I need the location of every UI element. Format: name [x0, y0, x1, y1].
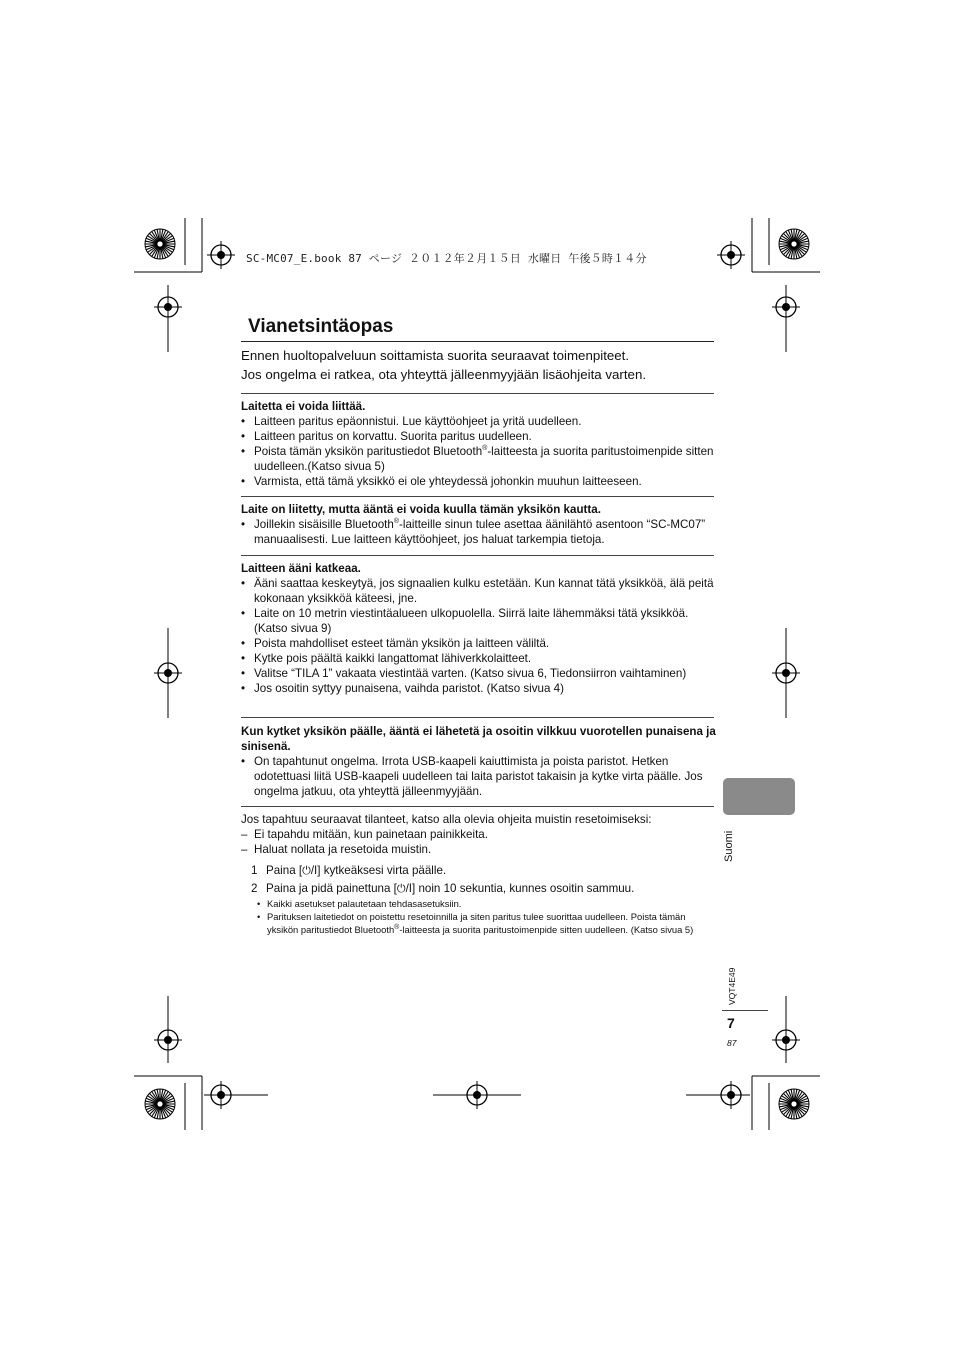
step-item: [251, 880, 721, 898]
section-sound-interrupts: [241, 561, 721, 696]
book-page-number: 87: [727, 1038, 737, 1048]
note-item: • Kaikki asetukset palautetaan tehdasasetuksiin.: [257, 897, 715, 910]
list-item: – Ei tapahdu mitään, kun painetaan painikkeita.: [241, 827, 721, 842]
section-heading: Laite on liitetty, mutta ääntä ei voida kuulla tämän yksikön kautta.: [241, 503, 601, 516]
note-text: Parituksen laitetiedot on poistettu resetoinnilla ja siten paritus tulee suorittaa uudelleen. Poista tämän yksikön paritustiedot Bluetooth: [267, 911, 686, 935]
language-label: Suomi: [723, 830, 735, 862]
list-item: • Laite on 10 metrin viestintäalueen ulkopuolella. Siirrä laite lähemmäksi tätä yksikköä. (Katso sivua 9): [241, 606, 721, 636]
list-item: • Jos osoitin syttyy punaisena, vaihda paristot. (Katso sivua 4): [241, 681, 721, 696]
section-reset: [241, 812, 721, 857]
section-indicator-blinks: [241, 724, 721, 799]
step-text: /I] noin 10 sekuntia, kunnes osoitin sammuu.: [405, 882, 635, 895]
section-no-sound: [241, 502, 721, 547]
registered-mark: ®: [393, 518, 400, 526]
item-text: Joillekin sisäisille Bluetooth: [254, 518, 394, 531]
note-text: -laitteesta ja suorita paritustoimenpide sitten uudelleen. (Katso sivua 5): [399, 924, 694, 935]
list-item: • Varmista, että tämä yksikkö ei ole yhteydessä johonkin muuhun laitteeseen.: [241, 474, 721, 489]
section-divider: [241, 496, 714, 497]
section-heading: Laitteen ääni katkeaa.: [241, 562, 361, 575]
title-rule: [241, 341, 714, 342]
list-item: [241, 517, 721, 547]
section-heading: Laitetta ei voida liittää.: [241, 400, 366, 413]
section-divider: [241, 717, 714, 718]
intro-line: Jos ongelma ei ratkea, ota yhteyttä jälleenmyyjään lisäohjeita varten.: [241, 366, 647, 382]
section-cannot-connect: [241, 399, 721, 489]
registered-mark: ®: [394, 923, 400, 931]
list-item: – Haluat nollata ja resetoida muistin.: [241, 842, 721, 857]
section-divider: [241, 806, 714, 807]
note-item: [257, 910, 715, 936]
footer-rule: [722, 1010, 768, 1011]
page-number: 7: [727, 1015, 735, 1031]
list-item: • Valitse “TILA 1” vakaata viestintää varten. (Katso sivua 6, Tiedonsiirron vaihtaminen): [241, 666, 721, 681]
list-item: • Poista mahdolliset esteet tämän yksikön ja laitteen väliltä.: [241, 636, 721, 651]
list-item: • Laitteen paritus on korvattu. Suorita paritus uudelleen.: [241, 429, 721, 444]
list-item: [241, 444, 721, 474]
list-item: • Laitteen paritus epäonnistui. Lue käyttöohjeet ja yritä uudelleen.: [241, 414, 721, 429]
section-heading: Kun kytket yksikön päälle, ääntä ei lähetetä ja osoitin vilkkuu vuorotellen punaisena ja sinisenä.: [241, 725, 716, 753]
item-text: -laitteesta ja suorita paritustoimenpide sitten uudelleen.(Katso sivua 5): [254, 445, 714, 473]
step-text: Paina [: [266, 864, 303, 877]
print-header-line: SC-MC07_E.book 87 ページ ２０１２年２月１５日 水曜日 午後５時１４分: [246, 252, 647, 265]
step-item: [251, 862, 721, 880]
list-item: • Kytke pois päältä kaikki langattomat lähiverkkolaitteet.: [241, 651, 721, 666]
section-divider: [241, 393, 714, 394]
list-item: • On tapahtunut ongelma. Irrota USB-kaapeli kaiuttimista ja poista paristot. Hetken odotettuasi liitä USB-kaapeli uudelleen tai laita paristot takaisin ja kytke virta päälle. Jos ongelma jatkuu, ota yhteyttä jälleenmyyjään.: [241, 754, 721, 799]
step-text: /I] kytkeäksesi virta päälle.: [310, 864, 447, 877]
reset-steps: [251, 862, 721, 898]
item-text: -laitteille sinun tulee asettaa äänilähtö asentoon “SC-MC07” manuaalisesti. Lue laitteen käyttöohjeet, jos haluat tarkempia tietoja.: [254, 518, 706, 546]
document-code: VQT4E49: [727, 967, 737, 1005]
section-divider: [241, 555, 714, 556]
step-number: 1: [251, 864, 258, 877]
intro-line: Ennen huoltopalveluun soittamista suorita seuraavat toimenpiteet.: [241, 348, 630, 363]
step-text: Paina ja pidä painettuna [: [266, 882, 397, 895]
power-icon: ⏻: [302, 865, 311, 877]
step-number: 2: [251, 882, 258, 895]
intro-text: [241, 347, 721, 384]
registered-mark: ®: [482, 445, 488, 453]
list-item: • Ääni saattaa keskeytyä, jos signaalien kulku estetään. Kun kannat tätä yksikköä, älä peitä kokonaan yksikköä käteesi, jne.: [241, 576, 721, 606]
language-tab: [723, 778, 795, 815]
power-icon: ⏻: [396, 883, 406, 895]
page-title: Vianetsintäopas: [248, 316, 394, 337]
item-text: Poista tämän yksikön paritustiedot Bluetooth: [254, 445, 483, 458]
reset-intro: Jos tapahtuu seuraavat tilanteet, katso alla olevia ohjeita muistin resetoimiseksi:: [241, 813, 652, 826]
reset-notes: [257, 897, 715, 936]
